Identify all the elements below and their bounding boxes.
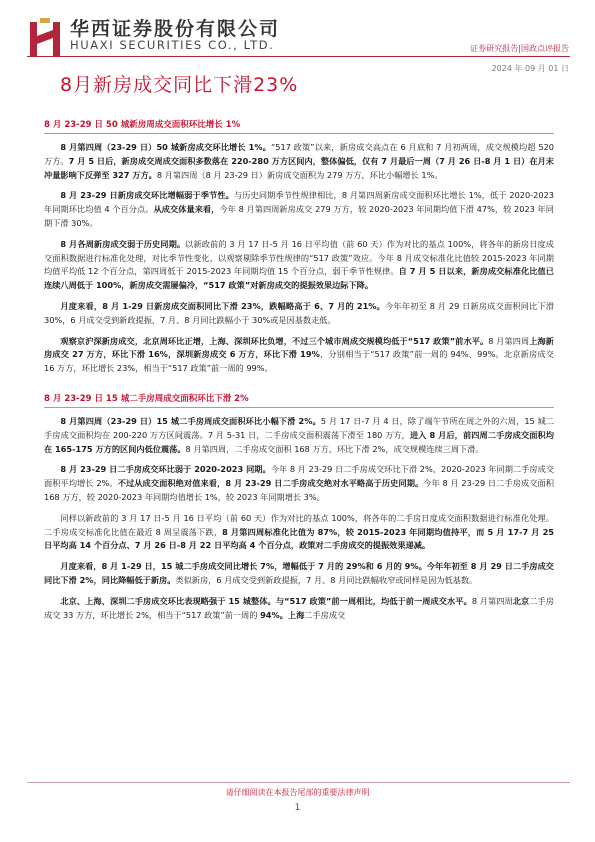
bold-text-run: 观察京沪深新房成交，北京周环比正增，上海、深圳环比负增，不过三个城市周成交规模均低于“517 政策”前水平。 bbox=[60, 335, 489, 346]
body-paragraph bbox=[44, 335, 554, 376]
bold-text-run: 94%。上海 bbox=[260, 609, 305, 620]
text-run: “517 政策”以来，新房成交高点在 6 月底和 7 月初两周，成交规模均超 520 万方。 bbox=[44, 142, 554, 166]
bold-text-run: 8 月第四周标准化比值为 87%，较 2015-2023 年同期均值持平，而 5 月 17-7 月 25 日平均高 14 个百分点、7 月 26 日-8 月 22 日平均高 4 个百分点，政策对二手房成交的提振效果递减。 bbox=[44, 526, 554, 551]
text-run: ，分别相当于“517 政策”前一周的 94%、99%。北京新房成交 16 万方，环比增长 23%，相当于“517 政策”前一周的 99%。 bbox=[44, 349, 554, 374]
bold-text-run: 7 月 5 日后，新房成交周成交面积多数落在 220-280 万方区间内，整体偏低，仅有 7 月最后一周（7 月 26 日-8 月 1 日）在月末冲量影响下反弹至 327 万方。 bbox=[44, 155, 554, 180]
body-paragraph bbox=[44, 300, 554, 328]
section-heading: 8 月 23-29 日 50 城新房周成交面积环比增长 1% bbox=[44, 118, 554, 134]
body-paragraph bbox=[44, 512, 554, 553]
bold-text-run: 8 月 23-29 日新房成交环比增幅弱于季节性。 bbox=[60, 190, 234, 201]
text-run: 今年年初至 8 月 29 日新房成交面积同比下滑 30%，6 月成交受到新政提振，7 月、8 月同比跌幅小于 30%或是因基数走低。 bbox=[44, 300, 554, 325]
text-run: 8 月第四周，二手房成交面积 168 万方，环比下滑 2%，成交规模连续三周下滑。 bbox=[185, 443, 484, 454]
text-run: 今年 8 月 23-29 日二手房成交环比下滑 2%，2020-2023 年同期二手房成交面积平均增长 2%。 bbox=[44, 464, 555, 489]
bold-text-run: 8 月第四周（23-29 日）50 城新房成交环比增长 1%。 bbox=[60, 142, 272, 152]
body-paragraph bbox=[44, 189, 554, 230]
body-paragraph bbox=[44, 415, 554, 456]
body-paragraph bbox=[44, 560, 554, 588]
company-name-en: HUAXI SECURITIES CO., LTD. bbox=[70, 38, 275, 52]
text-run: 8 月第四周（8 月 23-29 日）新房成交面积为 279 万方，环比小幅增长 1%。 bbox=[156, 169, 443, 180]
text-run: 今年 8 月第四周新房成交 279 万方，较 2020-2023 年同期均值下滑 47%，较 2023 年同期下滑 30%。 bbox=[44, 204, 554, 228]
section-spacer bbox=[44, 376, 554, 392]
bold-text-run: 北京 bbox=[512, 595, 530, 606]
report-date: 2024 年 09 月 01 日 bbox=[491, 64, 569, 73]
text-run: 今年 8 月 23-29 日二手房成交面积 168 万方，较 2020-2023 年同期均值增长 1%，较 2023 年同期增长 3%。 bbox=[44, 478, 555, 502]
huaxi-logo-icon bbox=[30, 18, 60, 56]
company-name-cn: 华西证券股份有限公司 bbox=[70, 18, 281, 40]
bold-text-run: 自 7 月 5 日以来，新房成交标准化比值已连续八周低于 100%，新房成交需屡偏冷，“517 政策”对新房成交的提振效果边际下降。 bbox=[44, 266, 554, 291]
text-run: 8 月第四周 bbox=[471, 595, 513, 606]
text-run: 以新政前的 3 月 17 日-5 月 16 日平均值（前 60 天）作为对比的基点 100%，将各年的新房日度成交面积数据进行标准化处理，对比季节性变化，以观察剔除季节性规律的“517 政策”效应。今年 8 月成交标准化比值较 2015-2023 年同期均值平均低 12 个百分点，第四周低于 2015-2023 年同期均值 15 个百分点，弱于季节性规律。 bbox=[44, 238, 554, 277]
bold-text-run: 北京、上海、深圳二手房成交环比表现略强于 15 城整体。与“517 政策”前一周相比，均低于前一周成交水平。 bbox=[60, 595, 472, 606]
text-run: 与历史同期季节性规律相比，8 月第四周新房成交面积环比增长 1%，低于 2020-2023 年同期环比均值 4 个百分点。 bbox=[44, 190, 555, 215]
bold-text-run: 月度来看，8 月 1-29 日新房成交面积同比下滑 23%，跌幅略高于 6、7 月的 21%。 bbox=[60, 300, 386, 311]
report-title: 8月新房成交同比下滑23% bbox=[60, 74, 299, 96]
text-run: 二手房成交 33 万方，环比增长 2%，相当于“517 政策”前一周的 bbox=[44, 595, 554, 620]
footer-divider bbox=[27, 782, 570, 783]
text-run: 5 月 17 日-7 月 4 日，除了端午节所在周之外的六周，15 城二手房成交面积均在 200-220 万方区间震荡。7 月 5-31 日，二手房成交面积震荡下滑至 180 万方， bbox=[44, 415, 554, 440]
text-run: 二手房成交 bbox=[304, 609, 346, 620]
bold-text-run: 从成交体量来看， bbox=[153, 204, 220, 215]
bold-text-run: 月度来看，8 月 1-29 日，15 城二手房成交同比增长 7%，增幅低于 7 月的 29%和 6 月的 9%。今年年初至 8 月 29 日二手房成交同比下滑 2%，同比降幅低于新房。 bbox=[44, 561, 554, 585]
bold-text-run: 8 月各周新房成交弱于历史同期。 bbox=[60, 238, 186, 249]
body-paragraph bbox=[44, 463, 554, 504]
bold-text-run: 上海新房成交 27 万方，环比下滑 16%，深圳新房成交 6 万方，环比下滑 19% bbox=[44, 335, 554, 360]
header-divider bbox=[27, 56, 570, 57]
text-run: 类似新房，6 月成交受到新政提振，7 月、8 月同比跌幅收窄或同样是因为低基数。 bbox=[175, 574, 478, 585]
page-number: 1 bbox=[294, 803, 301, 813]
text-run: 8 月第四周 bbox=[488, 335, 530, 346]
section-heading: 8 月 23-29 日 15 城二手房周成交面积环比下滑 2% bbox=[44, 392, 554, 408]
report-type-label: 证券研究报告|国政点评报告 bbox=[470, 44, 569, 53]
bold-text-run: 进入 8 月后，前四周二手房成交面积均在 165-175 万方的区间内低位震荡。 bbox=[44, 429, 554, 454]
text-run: 同样以新政前的 3 月 17 日-5 月 16 日平均（前 60 天）作为对比的基点 100%，将各年的二手房日度成交面积数据进行标准化处理。二手房成交标准化比值在最近 8 周呈震荡下跌， bbox=[44, 512, 554, 537]
bold-text-run: 8 月第四周（23-29 日）15 城二手房周成交面积环比小幅下滑 2%。 bbox=[60, 415, 321, 426]
report-body bbox=[44, 118, 554, 622]
legal-notice: 请仔细阅读在本报告尾部的重要法律声明 bbox=[225, 788, 370, 797]
bold-text-run: 8 月 23-29 日二手房成交环比弱于 2020-2023 同期。 bbox=[60, 464, 271, 475]
body-paragraph bbox=[44, 238, 554, 293]
bold-text-run: 不过从成交面积绝对值来看，8 月 23-29 日二手房成交绝对水平略高于历史同期。 bbox=[117, 478, 424, 489]
body-paragraph bbox=[44, 595, 554, 623]
body-paragraph bbox=[44, 141, 554, 182]
